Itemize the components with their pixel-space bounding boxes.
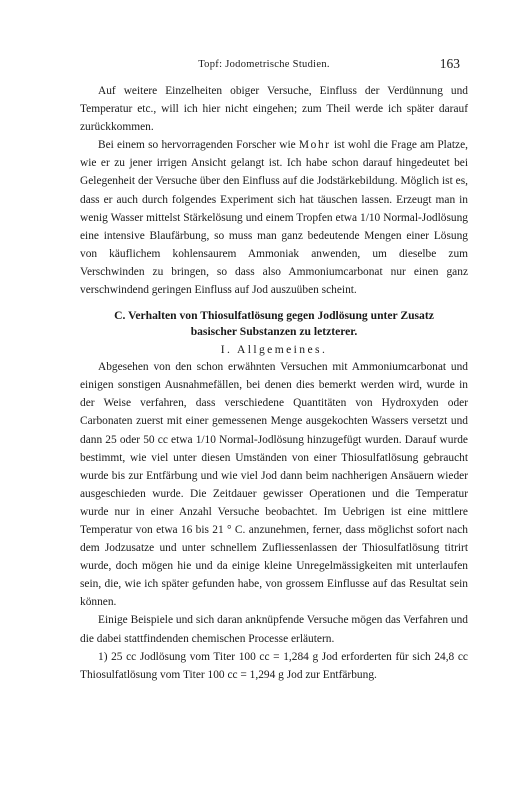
paragraph-verduennung: Auf weitere Einzelheiten obiger Versuche, Einfluss der Verdünnung und Temperatur etc., will ich hier nicht eingehen; zum Theil werde ich später darauf zurückkommen. (80, 85, 468, 134)
section-heading-line: basischer Substanzen zu letzterer. (190, 325, 358, 339)
paragraph-text: ist wohl die Frage am Platze, wie er zu jener irrigen Ansicht gelangt ist. Ich habe schon darauf hingedeutet bei Gelegenheit der Versuche über den Einfluss auf die Jodstärkebildung. Möglich ist es, dass er auch durch folgendes Experiment sich hat täuschen lassen. Erzeugt man in wenig Wasser mittelst Stärkelösung und einem Tropfen etwa (80, 139, 468, 224)
paragraph-text: Normal-Jodlösung hinzugefügt wurden. Darauf wurde bestimmt, wie viel unter diesen Umständen von einer Thiosulfatlösung gebraucht wurde bis zur Entfärbung und wie viel Jod dann beim nachherigen Ansäuern wieder ausgeschieden wurde. Die Zeitdauer gewisser Operationen und die Temperatur wurde nur in einer Anzahl Versuche beobachtet. Im Uebrigen ist eine mittlere Temperatur von etwa 16 bis 21 ° C. anzunehmen, ferner, dass möglichst sofort nach dem Jodzusatze und unter schnellem Zufliessenlassen der Thiosulfatlösung titrirt wurde, doch mögen hie und da einige kleine Unregelmässigkeiten mit unterlaufen sein, die, wie ich später gefunden habe, von grossem Einflusse auf das Resultat sein können. (80, 433, 468, 609)
paragraph-text: Abgesehen von den schon erwähnten Versuchen mit Ammoniumcarbonat und einigen sonstigen Ausnahmefällen, bei denen dies bemerkt werden wird, wurde in der Weise verfahren, dass verschiedene Quantitäten von Hydroxyden oder Carbonaten zuerst mit einer gemessenen Menge ausgekochten Wassers versetzt und dann 25 oder 50 cc etwa (80, 361, 468, 446)
section-heading-line: C. Verhalten von Thiosulfatlösung gegen Jodlösung unter Zusatz (114, 309, 434, 323)
author-name: Mohr (298, 139, 331, 152)
running-title: Topf: Jodometrische Studien. (198, 59, 330, 70)
paragraph-mohr (80, 136, 468, 299)
running-head (0, 57, 528, 73)
paragraph-example-1: 1) 25 cc Jodlösung vom Titer 100 cc = 1,284 g Jod erforderten für sich 24,8 cc Thiosulfatlösung vom Titer 100 cc = 1,294 g Jod zur Entfärbung. (80, 650, 468, 681)
subsection-heading: I. Allgemeines. (220, 343, 328, 357)
section-heading (80, 308, 468, 340)
fraction-one-tenth: 1/10 (360, 211, 381, 224)
fraction-one-tenth: 1/10 (195, 433, 216, 446)
paragraph-text: Normal-Jodlösung eine intensive Blaufärbung, so muss man ganz bedeutende Mengen einer Lösung von käuflichem kohlensaurem Ammoniak anwenden, um dieselbe zum Verschwinden zu bringen, so dass also Ammoniumcarbonat nur einen ganz verschwindend geringen Einfluss auf Jod auszuüben scheint. (80, 211, 469, 297)
page-body (80, 82, 468, 684)
paragraph-text: Bei einem so hervorragenden Forscher wie (98, 139, 299, 152)
page-number: 163 (439, 56, 460, 71)
paragraph-beispiele: Einige Beispiele und sich daran anknüpfende Versuche mögen das Verfahren und die dabei stattfindenden chemischen Processe erläutern. (80, 614, 468, 645)
paragraph-verfahren (80, 358, 468, 611)
